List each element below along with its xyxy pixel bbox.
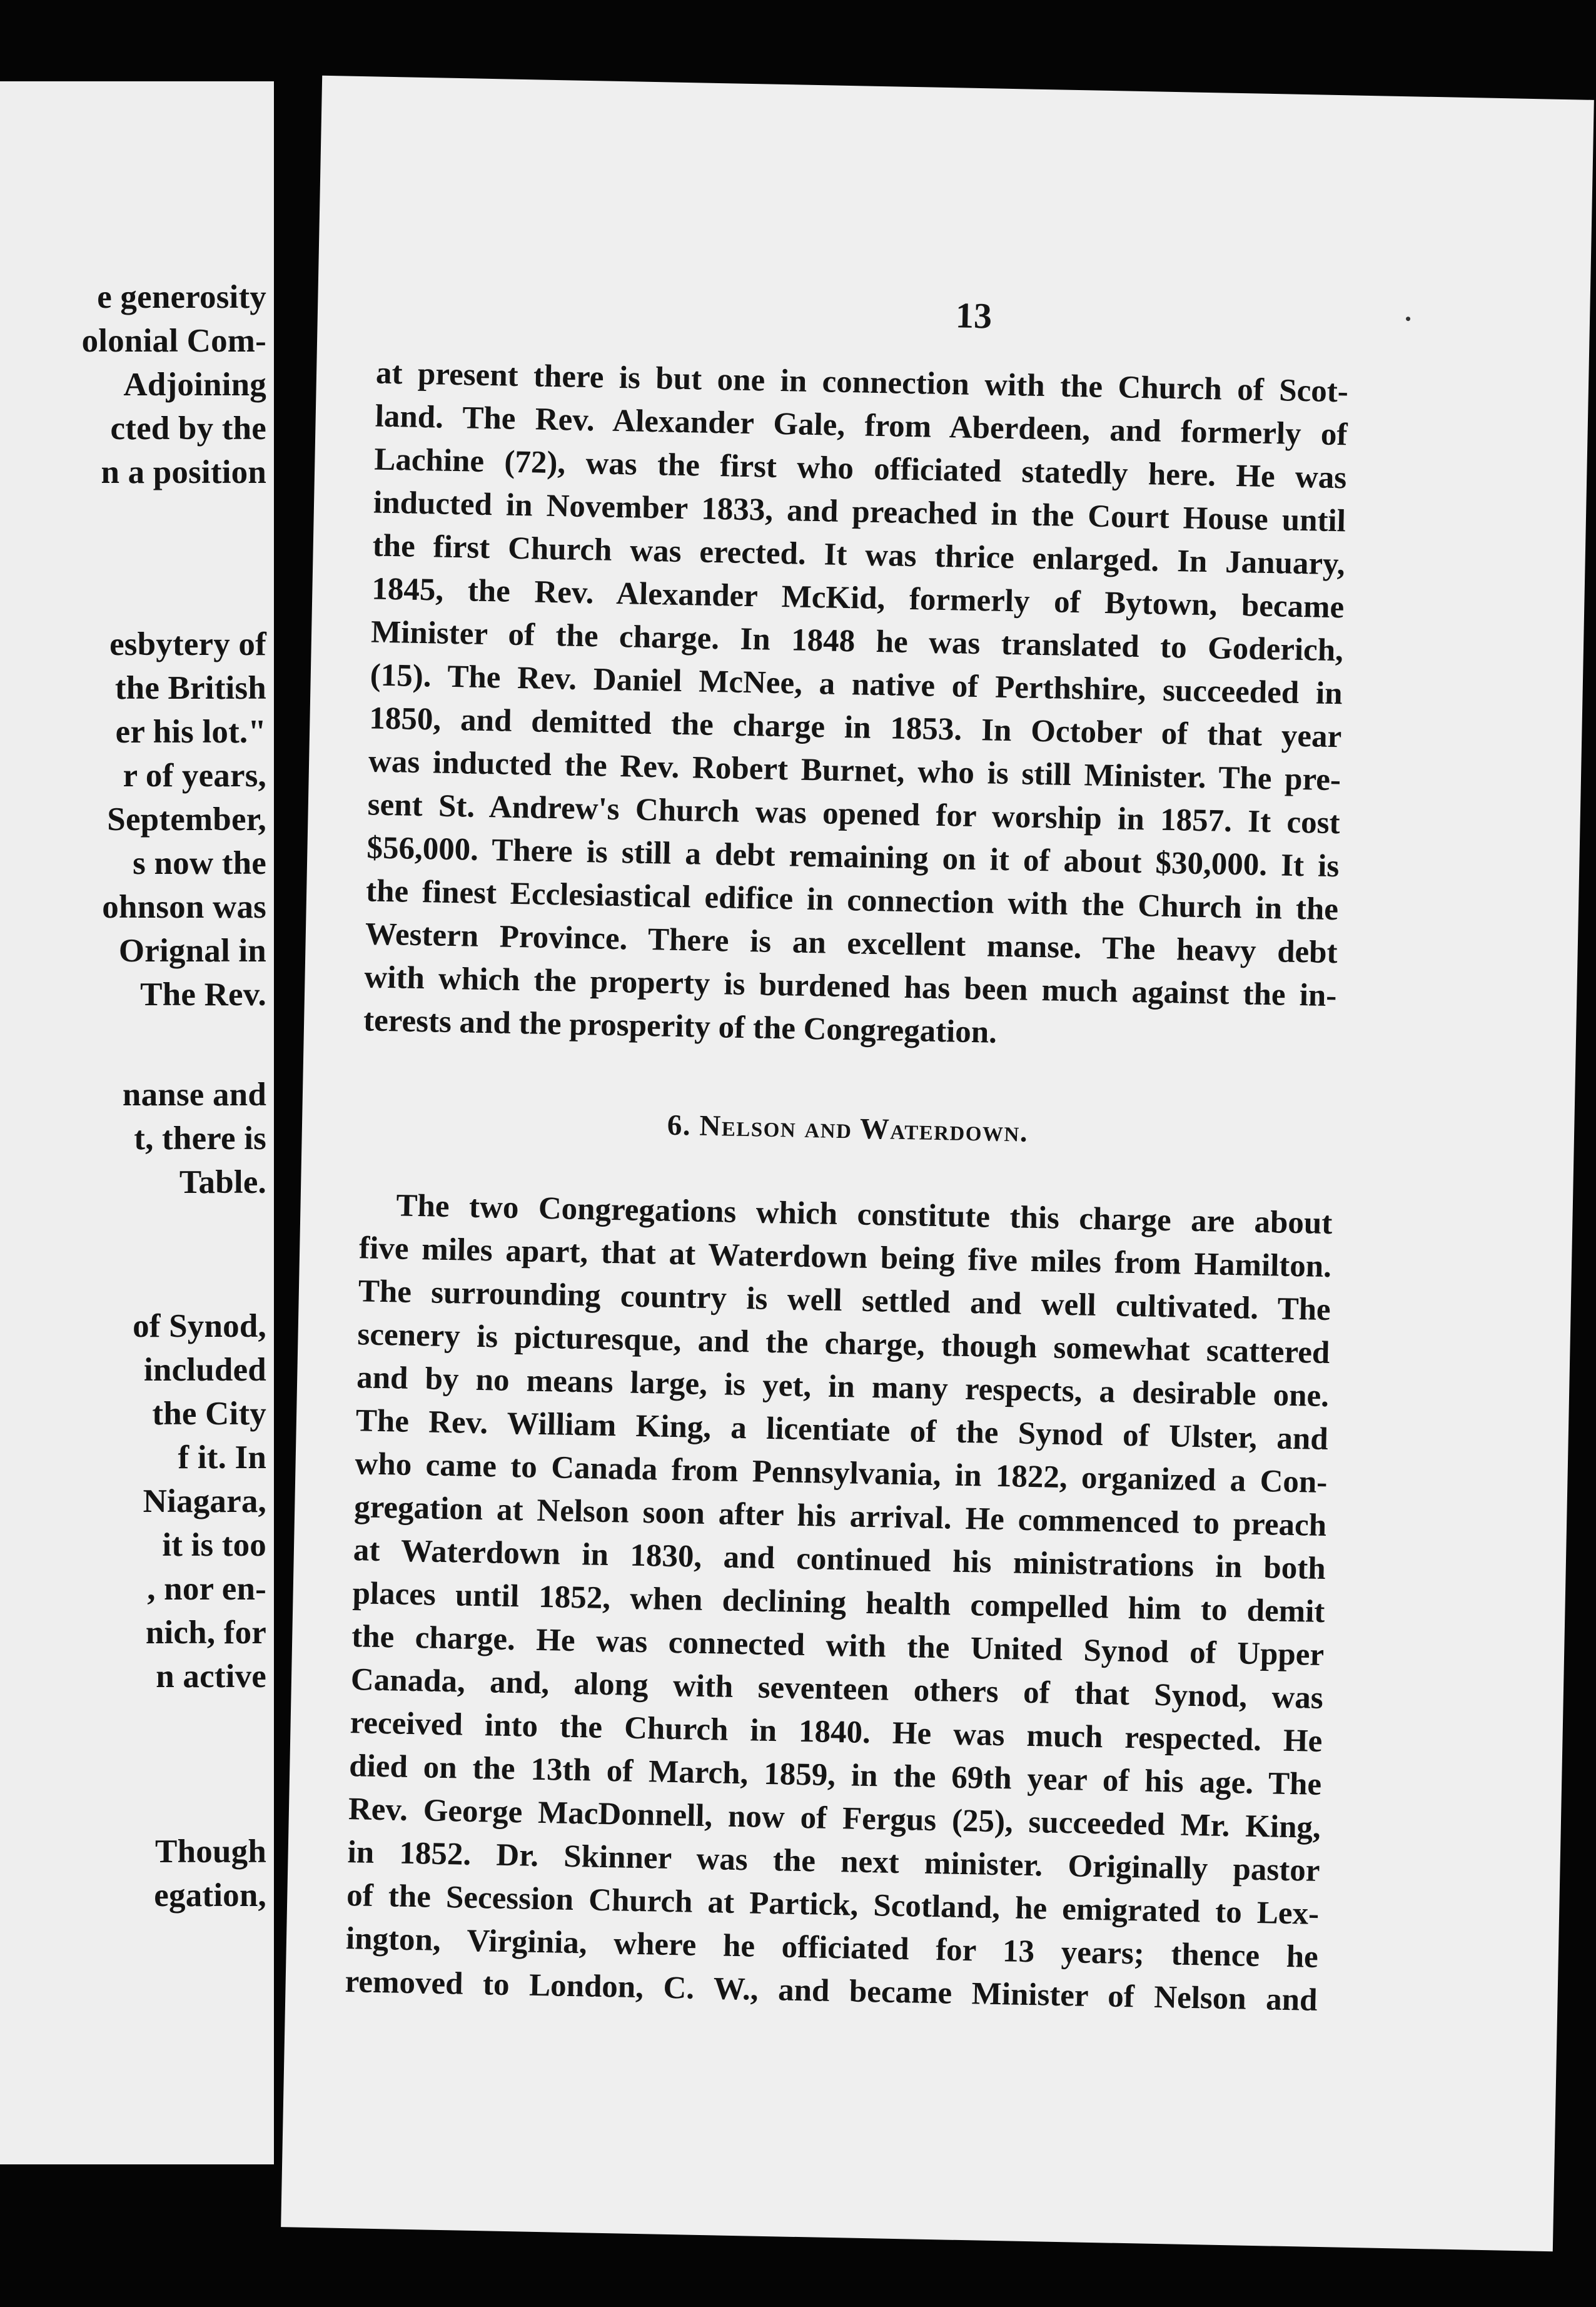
text-line: Rev. George MacDonnell, now of Fergus (25), succeeded Mr. King,: [348, 1792, 1321, 1845]
page-number-text: 13: [955, 295, 992, 337]
text-line: the first Church was erected. It was thrice enlarged. In January,: [372, 528, 1346, 582]
text-line: The surrounding country is well settled and well cultivated. The: [358, 1274, 1331, 1328]
left-page-line: egation,: [154, 1877, 266, 1914]
text-line: five miles apart, that at Waterdown being five miles from Hamilton.: [358, 1230, 1332, 1285]
text-line: Western Province. There is an excellent manse. The heavy debt: [365, 916, 1338, 971]
text-line: who came to Canada from Pennsylvania, in 1822, organized a Con-: [355, 1446, 1328, 1501]
left-page-line: of Synod,: [133, 1308, 266, 1344]
text-line: and by no means large, is yet, in many respects, a desirable one.: [356, 1360, 1330, 1414]
paragraph-2: [345, 1184, 1333, 2022]
left-page-line: ohnson was: [102, 889, 266, 925]
left-page-line: nanse and: [122, 1077, 266, 1113]
text-line: gregation at Nelson soon after his arrival. He commenced to preach: [353, 1489, 1327, 1544]
text-line: places until 1852, when declining health compelled him to demit: [352, 1576, 1325, 1630]
left-page-line: er his lot.": [115, 714, 266, 750]
text-line: terests and the prosperity of the Congregation.: [363, 1003, 998, 1050]
left-page-line: n active: [156, 1658, 266, 1695]
text-line: removed to London, C. W., and became Minister of Nelson and: [345, 1964, 1318, 2018]
text-line: at present there is but one in connection with the Church of Scot-: [375, 355, 1349, 410]
text-line: received into the Church in 1840. He was much respected. He: [350, 1705, 1323, 1759]
left-page-line: Table.: [179, 1164, 266, 1200]
left-page-line: f it. In: [178, 1439, 266, 1476]
left-page-line: esbytery of: [109, 626, 266, 662]
left-page-line: Niagara,: [143, 1483, 266, 1519]
left-page-line: it is too: [162, 1527, 266, 1563]
left-page-line: the British: [114, 670, 266, 706]
left-page-line: the City: [152, 1396, 266, 1432]
text-line: The two Congregations which constitute this charge are about: [396, 1188, 1333, 1242]
left-page-line: n a position: [101, 454, 266, 490]
left-page-line: , nor en-: [147, 1571, 266, 1607]
text-line: land. The Rev. Alexander Gale, from Aberdeen, and formerly of: [375, 398, 1348, 453]
text-line: The Rev. William King, a licentiate of the Synod of Ulster, and: [355, 1403, 1329, 1458]
text-line: Canada, and, along with seventeen others of that Synod, was: [350, 1662, 1324, 1716]
text-line: of the Secession Church at Partick, Scotland, he emigrated to Lex-: [346, 1878, 1320, 1932]
text-line: Lachine (72), was the first who officiated statedly here. He was: [373, 442, 1347, 496]
ink-speck: [1406, 317, 1410, 321]
left-page-line: e generosity: [97, 279, 266, 315]
text-line: sent St. Andrew's Church was opened for worship in 1857. It cost: [367, 787, 1341, 841]
text-line: the charge. He was connected with the United Synod of Upper: [351, 1619, 1325, 1673]
left-page-line: t, there is: [134, 1120, 266, 1157]
left-page-line: nich, for: [145, 1615, 266, 1651]
section-heading: 6. Nelson and Waterdown.: [667, 1108, 1029, 1148]
text-line: scenery is picturesque, and the charge, though somewhat scattered: [357, 1317, 1330, 1371]
left-page-line: s now the: [133, 845, 266, 881]
text-line: $56,000. There is still a debt remaining on it of about $30,000. It is: [366, 830, 1340, 885]
text-line: in 1852. Dr. Skinner was the next minister. Originally pastor: [347, 1835, 1320, 1889]
paragraph-1: [363, 352, 1349, 1062]
left-partial-page: [0, 81, 274, 2164]
left-page-line: r of years,: [123, 758, 266, 794]
page-number: [318, 282, 1590, 348]
left-page-line: September,: [107, 801, 266, 838]
text-line: (15). The Rev. Daniel McNee, a native of Perthshire, succeeded in: [370, 657, 1343, 712]
left-page-line: included: [143, 1352, 266, 1388]
left-page-line: The Rev.: [140, 976, 266, 1013]
text-line: Minister of the charge. In 1848 he was translated to Goderich,: [370, 614, 1344, 669]
text-line: the finest Ecclesiastical edifice in connection with the Church in the: [365, 873, 1339, 928]
left-page-line: Adjoining: [123, 367, 266, 403]
text-line: at Waterdown in 1830, and continued his ministrations in both: [353, 1533, 1326, 1587]
left-page-line: Orignal in: [118, 933, 266, 969]
text-line: was inducted the Rev. Robert Burnet, who is still Minister. The pre-: [368, 744, 1341, 798]
text-line: 1845, the Rev. Alexander McKid, formerly of Bytown, became: [371, 571, 1345, 626]
text-line: died on the 13th of March, 1859, in the 69th year of his age. The: [348, 1748, 1322, 1802]
text-line: 1850, and demitted the charge in 1853. In October of that year: [368, 701, 1342, 755]
text-line: ington, Virginia, where he officiated for 13 years; thence he: [345, 1921, 1319, 1975]
left-page-line: olonial Com-: [81, 323, 266, 359]
text-line: inducted in November 1833, and preached in the Court House until: [373, 485, 1346, 539]
text-line: with which the property is burdened has been much against the in-: [364, 960, 1337, 1014]
main-page: [281, 76, 1594, 2251]
left-page-line: Though: [155, 1833, 266, 1870]
left-page-line: cted by the: [110, 410, 266, 447]
